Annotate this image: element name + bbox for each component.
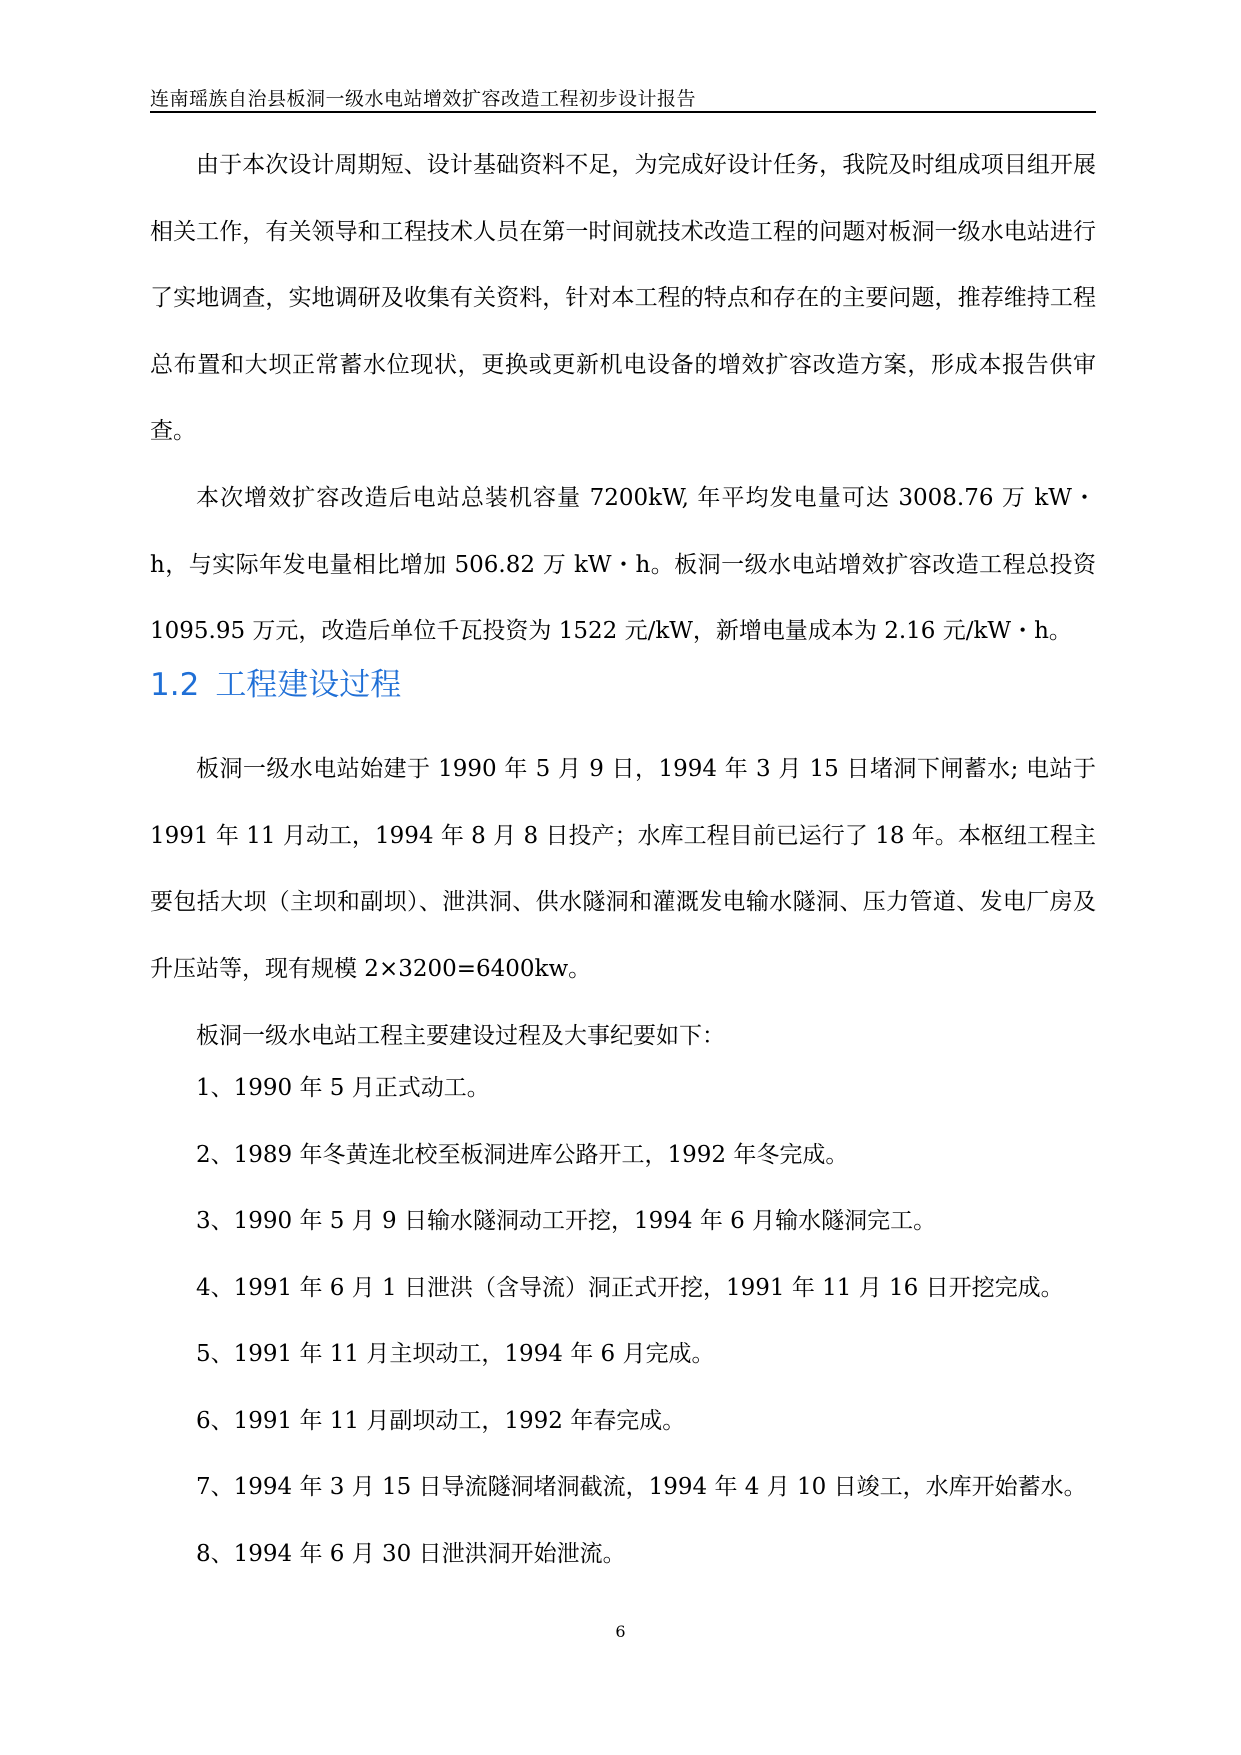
milestone-item: 3、1990 年 5 月 9 日输水隧洞动工开挖，1994 年 6 月输水隧洞完工。 xyxy=(196,1208,937,1234)
paragraph-construction-history: 板洞一级水电站始建于 1990 年 5 月 9 日，1994 年 3 月 15 日堵洞下闸蓄水; 电站于 1991 年 11 月动工，1994 年 8 月 8 日投产；水库工程目前已运行了 18 年。本枢纽工程主要包括大坝（主坝和副坝）、泄洪洞、供水隧洞和灌溉发电输水隧洞、压力管道、发电厂房及升压站等，现有规模 2×3200=6400kw。 xyxy=(150,756,1096,982)
milestone-item: 6、1991 年 11 月副坝动工，1992 年春完成。 xyxy=(196,1408,686,1434)
page-header-title: 连南瑶族自治县板洞一级水电站增效扩容改造工程初步设计报告 xyxy=(150,88,697,110)
milestone-item: 1、1990 年 5 月正式动工。 xyxy=(196,1075,490,1101)
milestone-item: 2、1989 年冬黄连北校至板洞进库公路开工，1992 年冬完成。 xyxy=(196,1142,849,1168)
paragraph-design-background: 由于本次设计周期短、设计基础资料不足，为完成好设计任务，我院及时组成项目组开展相关工作，有关领导和工程技术人员在第一时间就技术改造工程的问题对板洞一级水电站进行了实地调查，实地调研及收集有关资料，针对本工程的特点和存在的主要问题，推荐维持工程总布置和大坝正常蓄水位现状，更换或更新机电设备的增效扩容改造方案，形成本报告供审查。 xyxy=(150,152,1096,444)
milestone-item: 7、1994 年 3 月 15 日导流隧洞堵洞截流，1994 年 4 月 10 日竣工，水库开始蓄水。 xyxy=(196,1474,1087,1500)
page-number: 6 xyxy=(615,1622,626,1641)
milestone-item: 8、1994 年 6 月 30 日泄洪洞开始泄流。 xyxy=(196,1541,626,1567)
header-divider xyxy=(150,111,1096,113)
milestone-item: 4、1991 年 6 月 1 日泄洪（含导流）洞正式开挖，1991 年 11 月 16 日开挖完成。 xyxy=(196,1275,1064,1301)
paragraph-milestones-intro: 板洞一级水电站工程主要建设过程及大事纪要如下： xyxy=(196,1023,725,1049)
section-title: 工程建设过程 xyxy=(215,667,402,703)
section-number: 1.2 xyxy=(150,667,200,703)
paragraph-capacity-investment: 本次增效扩容改造后电站总装机容量 7200kW, 年平均发电量可达 3008.76 万 kW・h，与实际年发电量相比增加 506.82 万 kW・h。板洞一级水电站增效扩容改造工程总投资 1095.95 万元，改造后单位千瓦投资为 1522 元/kW，新增电量成本为 2.16 元/kW・h。 xyxy=(150,485,1096,644)
section-heading xyxy=(150,665,401,705)
milestone-item: 5、1991 年 11 月主坝动工，1994 年 6 月完成。 xyxy=(196,1341,715,1367)
